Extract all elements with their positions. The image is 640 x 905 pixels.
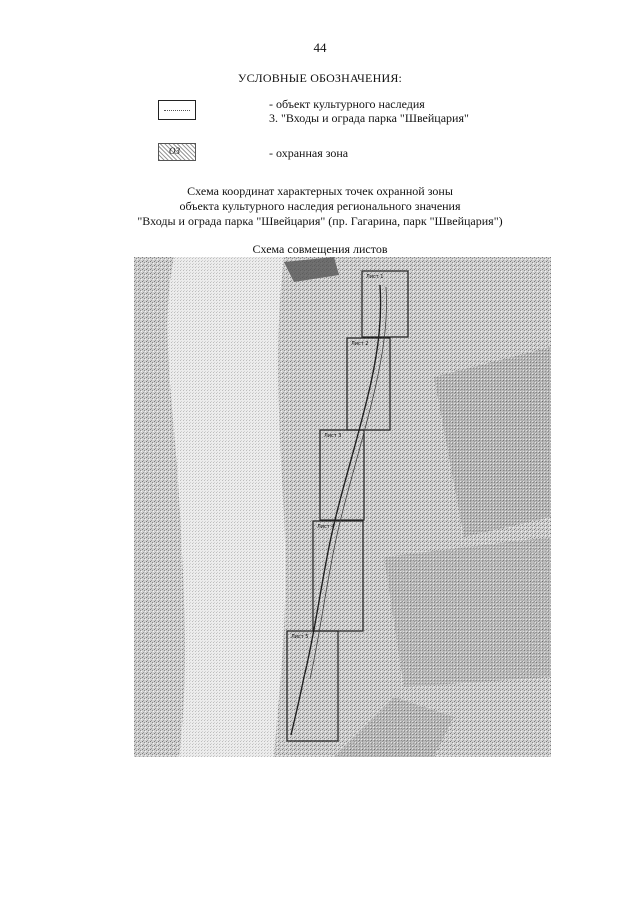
legend-item-protection-zone: - охранная зона (269, 146, 349, 160)
scheme-title (0, 184, 640, 229)
sheet-layout-map (134, 257, 551, 757)
legend-item-heritage-line1: - объект культурного наследия (269, 97, 425, 111)
map-urban-area (384, 537, 551, 687)
sheet-label-2: Лист 2 (351, 341, 369, 347)
legend-item-heritage-line2: 3. "Входы и ограда парка "Швейцария" (269, 111, 469, 125)
scheme-title-line1: Схема координат характерных точек охранной зоны (187, 184, 453, 198)
legend-item-heritage (269, 97, 469, 125)
map-river (168, 257, 286, 757)
map-caption: Схема совмещения листов (252, 242, 388, 256)
legend-title: УСЛОВНЫЕ ОБОЗНАЧЕНИЯ: (237, 71, 403, 85)
protection-zone-symbol-text: ОЗ (169, 146, 180, 156)
heritage-object-symbol (158, 100, 196, 120)
sheet-label-5: Лист 5 (291, 634, 309, 640)
sheet-label-4: Лист 4 (317, 524, 335, 530)
sheet-label-3: Лист 3 (324, 433, 342, 439)
scheme-title-line3: "Входы и ограда парка "Швейцария" (пр. Гагарина, парк "Швейцария") (137, 214, 503, 228)
scheme-title-line2: объекта культурного наследия регионального значения (179, 199, 461, 213)
sheet-label-1: Лист 1 (366, 274, 384, 280)
page-number: 44 (313, 40, 327, 55)
protection-zone-symbol (158, 143, 196, 161)
